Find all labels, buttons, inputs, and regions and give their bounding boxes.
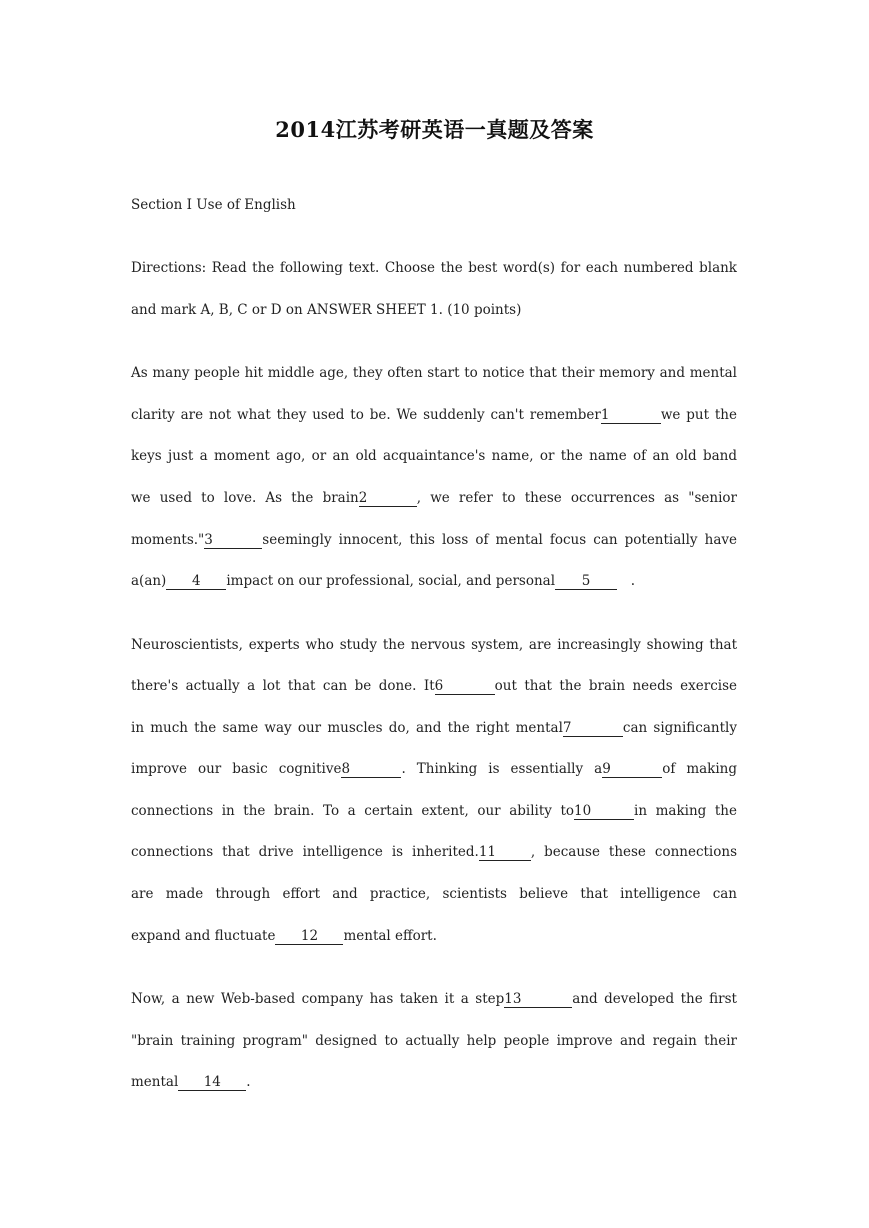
blank-7: 7 (563, 721, 623, 737)
blank-10: 10 (574, 804, 634, 820)
p2-line-5-text-b: in making the (634, 803, 737, 819)
p2-line-3 (131, 719, 737, 737)
p2-line-6 (131, 843, 737, 861)
p2-line-8-text-a: expand and fluctuate (131, 928, 276, 944)
blank-2: 2 (359, 491, 417, 507)
blank-1: 1 (601, 408, 661, 424)
p2-line-4-text-a: improve our basic cognitive (131, 761, 342, 777)
p3-line-1-text-a: Now, a new Web-based company has taken it a step (131, 991, 505, 1007)
p1-line-6 (131, 572, 737, 590)
blank-4: 4 (166, 574, 226, 590)
p1-line-5-text-a: moments." (131, 532, 205, 548)
blank-8: 8 (341, 762, 401, 778)
blank-6: 6 (435, 679, 495, 695)
p3-line-3-text-a: mental (131, 1074, 179, 1090)
blank-3: 3 (204, 533, 262, 549)
p2-line-8 (131, 927, 737, 945)
p2-line-4-text-c: of making (662, 761, 737, 777)
p1-line-2-text-a: clarity are not what they used to be. We suddenly can't remember (131, 407, 601, 423)
blank-14: 14 (178, 1075, 246, 1091)
p2-line-5 (131, 802, 737, 820)
p2-line-7: are made through effort and practice, scientists believe that intelligence can (131, 886, 737, 902)
p2-line-6-text-a: connections that drive intelligence is inherited. (131, 844, 479, 860)
directions-line-1: Directions: Read the following text. Choose the best word(s) for each numbered blank (131, 260, 737, 276)
p3-line-1 (131, 990, 737, 1008)
p2-line-4-text-b: . Thinking is essentially a (401, 761, 603, 777)
p2-line-3-text-b: can significantly (622, 720, 737, 736)
p3-line-3-text-b: . (246, 1074, 251, 1090)
p2-line-6-text-b: , because these connections (530, 844, 737, 860)
p1-line-6-text-a: a(an) (131, 573, 167, 589)
blank-5: 5 (555, 574, 617, 590)
p1-line-4 (131, 489, 737, 507)
blank-11: 11 (479, 845, 531, 861)
blank-9: 9 (602, 762, 662, 778)
p1-line-4-text-b: , we refer to these occurrences as "senior (416, 490, 737, 506)
p1-line-6-text-b: impact on our professional, social, and personal (226, 573, 556, 589)
p1-line-2-text-b: we put the (660, 407, 737, 423)
p2-line-8-text-b: mental effort. (343, 928, 437, 944)
directions-line-2: and mark A, B, C or D on ANSWER SHEET 1. (10 points) (131, 302, 522, 318)
p2-line-3-text-a: in much the same way our muscles do, and the right mental (131, 720, 563, 736)
p1-line-2 (131, 406, 737, 424)
p1-line-5 (131, 531, 737, 549)
p2-line-2 (131, 677, 737, 695)
blank-12: 12 (275, 929, 343, 945)
p1-line-5-text-b: seemingly innocent, this loss of mental focus can potentially have (262, 532, 737, 548)
section-heading: Section Ⅰ Use of English (131, 197, 296, 213)
blank-13: 13 (504, 992, 572, 1008)
p3-line-3 (131, 1073, 737, 1091)
p3-line-2: "brain training program" designed to actually help people improve and regain their (131, 1033, 737, 1049)
p3-line-1-text-b: and developed the first (572, 991, 737, 1007)
p2-line-4 (131, 760, 737, 778)
p1-line-4-text-a: we used to love. As the brain (131, 490, 359, 506)
p1-line-3: keys just a moment ago, or an old acquaintance's name, or the name of an old band (131, 448, 737, 464)
p2-line-2-text-b: out that the brain needs exercise (494, 678, 737, 694)
page-title: 2014江苏考研英语一真题及答案 (275, 117, 594, 142)
p2-line-2-text-a: there's actually a lot that can be done. It (131, 678, 435, 694)
p2-line-5-text-a: connections in the brain. To a certain extent, our ability to (131, 803, 575, 819)
p2-line-1: Neuroscientists, experts who study the nervous system, are increasingly showing that (131, 637, 737, 653)
p1-line-1: As many people hit middle age, they often start to notice that their memory and mental (131, 365, 737, 381)
p1-line-6-text-c: . (630, 573, 636, 589)
